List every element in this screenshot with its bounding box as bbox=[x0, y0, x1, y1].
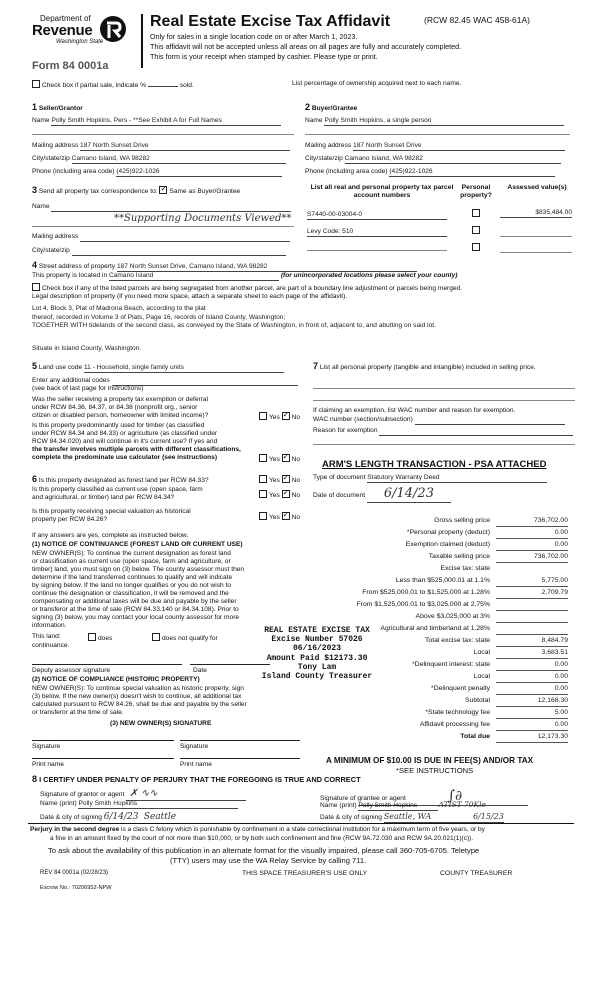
timber-q-line3: RCW 84.34.020) and will continue in it's current use? If yes and bbox=[32, 438, 218, 445]
buyer-city-field[interactable]: City/state/zip Camano Island, WA 98282 bbox=[305, 155, 561, 164]
land-use-line: 5 Land use code 11 - Household, single family units bbox=[32, 361, 284, 373]
notice-p4: determine if the land transferred continues to qualify and will indicate bbox=[32, 574, 233, 581]
grantee-signature[interactable]: Signature of grantee or agent ∫∂ bbox=[320, 788, 528, 806]
additional-codes[interactable]: Enter any additional codes bbox=[32, 377, 298, 386]
segregated-line: Check box if any of the listed parcels are being segregated from another parcel, are part of a boundary line adjustment or parcels being merged. bbox=[32, 283, 462, 293]
located-line: This property is located in Camano Island (for unincorporated locations please select your county) bbox=[32, 272, 458, 279]
receipt-line5: Tony Lam bbox=[297, 662, 337, 672]
assessed-col-header: Assessed value(s) bbox=[507, 184, 567, 191]
escrow-number: Escrow No.: 70206952-NPW bbox=[40, 885, 112, 891]
seller-name-field[interactable]: Name Polly Smith Hopkins, Pers - **See Exhibit A for Full Names bbox=[32, 117, 294, 126]
tax-row-label: *Personal property (deduct) bbox=[406, 529, 490, 536]
revenue-logo-icon bbox=[98, 14, 128, 44]
grantor-date-city[interactable]: Date & city of signing 6/14/23 Seattle bbox=[40, 812, 240, 824]
perjury-line2: a fine in an amount fixed by the court of not more than $10,000, or by both such confinement and fine (RCW 9A.72.030 and RCW 9A.20.021(1)(c)). bbox=[50, 835, 474, 842]
tax-row-value[interactable]: 0.00 bbox=[496, 661, 568, 671]
seller-phone-field[interactable]: Phone (including area code) (425)922-1026 bbox=[32, 168, 282, 177]
tax-row-value[interactable] bbox=[496, 625, 568, 635]
dept-line3: Washington State bbox=[56, 39, 104, 45]
exemption-reason[interactable]: Reason for exemption bbox=[313, 427, 573, 436]
personal-checkbox-1[interactable] bbox=[472, 209, 480, 217]
new-owner-signature-1[interactable]: Signature bbox=[32, 743, 61, 750]
tax-row-value[interactable] bbox=[496, 613, 568, 623]
forest-q1: 6 Is this property designated as forest land per RCW 84.33? bbox=[32, 474, 209, 484]
wac-number[interactable]: WAC number (section/subsection) bbox=[313, 416, 565, 425]
receipt-line2: Excise Number 57026 bbox=[271, 635, 363, 645]
grantor-name[interactable]: Name (print) Polly Smith Hopkins bbox=[40, 800, 238, 809]
tax-row-value[interactable]: 0.00 bbox=[496, 685, 568, 695]
form-rcw: (RCW 82.45 WAC 458-61A) bbox=[424, 15, 530, 25]
legal-desc-label: Legal description of property (if you need more space, attach a separate sheet to each page of the affidavit). bbox=[32, 293, 348, 300]
notice-p2: or classification as current use (open space, farm and agriculture, or bbox=[32, 558, 231, 565]
assessed-value[interactable]: $835,484.00 bbox=[500, 209, 572, 218]
segregated-checkbox[interactable] bbox=[32, 283, 40, 291]
tax-row-label: Exemption claimed (deduct) bbox=[405, 541, 490, 548]
grantor-signature[interactable]: Signature of grantor or agent ✗ ∿∿ bbox=[40, 788, 246, 801]
alt-format-line2: (TTY) users may use the WA Relay Service by calling 711. bbox=[170, 856, 367, 865]
tax-row-label: Gross selling price bbox=[434, 517, 490, 524]
historic-p3: calculated pursuant to RCW 84.26, shall be due and payable by the seller bbox=[32, 701, 247, 708]
street-address-line: 4 Street address of property 187 North Sunset Drive, Camano Island, WA 98282 bbox=[32, 260, 417, 272]
dept-line2: Revenue bbox=[32, 22, 93, 39]
buyer-phone-field[interactable]: Phone (including area code) (425)922-1026 bbox=[305, 168, 555, 177]
seller-city-field[interactable]: City/state/zip Camano Island, WA 98282 bbox=[32, 155, 286, 164]
tax-row-value bbox=[496, 565, 568, 574]
historic-q-line2: property per RCW 84.26? bbox=[32, 516, 108, 523]
exemption-claim-text: If claiming an exemption, list WAC number and reason for exemption. bbox=[313, 407, 516, 414]
this-land: This land: bbox=[32, 633, 61, 640]
partial-sale-label: Check box if partial sale, indicate % bbox=[42, 82, 147, 89]
receipt-line1: REAL ESTATE EXCISE TAX bbox=[264, 626, 370, 635]
county-treasurer: COUNTY TREASURER bbox=[440, 870, 513, 877]
doc-type[interactable]: Type of document Statutory Warranty Deed bbox=[313, 474, 547, 483]
corr-city-field[interactable]: City/state/zip bbox=[32, 247, 286, 256]
receipt-line3: 06/16/2023 bbox=[292, 644, 341, 654]
tax-row-label: *State technology fee bbox=[425, 709, 490, 716]
seller-mail-field[interactable]: Mailing address 187 North Sunset Drive bbox=[32, 142, 290, 151]
tax-row-label: From $525,000.01 to $1,525,000 at 1.28% bbox=[362, 589, 490, 596]
same-as-buyer-checkbox[interactable] bbox=[159, 186, 167, 194]
buyer-mail-field[interactable]: Mailing address 187 North Sunset Drive bbox=[305, 142, 565, 151]
current-use-yes-no[interactable]: Yes ✓ No bbox=[259, 490, 300, 500]
personal-property-text: 7 List all personal property (tangible and intangible) included in selling price. bbox=[313, 361, 536, 371]
deputy-date-label: Date bbox=[193, 667, 207, 674]
does-checkbox[interactable]: does bbox=[88, 633, 112, 643]
tax-row-label: *Delinquent penalty bbox=[431, 685, 490, 692]
new-owner-signature-heading: (3) NEW OWNER(S) SIGNATURE bbox=[110, 720, 212, 727]
forest-yes-no[interactable]: Yes ✓ No bbox=[259, 475, 300, 485]
historic-p4: or transferor at the time of sale. bbox=[32, 709, 124, 716]
tax-row-value[interactable]: 0.00 bbox=[496, 541, 568, 551]
header-line2: This affidavit will not be accepted unless all areas on all pages are fully and accurately completed. bbox=[150, 42, 462, 51]
notice-compliance: (2) NOTICE OF COMPLIANCE (HISTORIC PROPERTY) bbox=[32, 676, 200, 683]
exemption-q-line2: under RCW 84.36, 84.37, or 84.38 (nonprofit org., senior bbox=[32, 404, 198, 411]
timber-q-line1: Is this property predominantly used for timber (as classified bbox=[32, 422, 205, 429]
tax-row-value[interactable]: 12,173.30 bbox=[496, 733, 568, 743]
tax-row-label: Total due bbox=[460, 733, 490, 740]
notice-p5: by signing below. If the land no longer qualifies or you do not wish to bbox=[32, 582, 232, 589]
corr-name-field[interactable]: Name bbox=[32, 203, 291, 212]
continuance-label: continuance. bbox=[32, 642, 70, 649]
certify-heading: 8 I CERTIFY UNDER PENALTY OF PERJURY THAT THE FOREGOING IS TRUE AND CORRECT bbox=[32, 774, 361, 784]
correspondence-line: 3 Send all property tax correspondence to: ✓ Same as Buyer/Grantee bbox=[32, 185, 240, 196]
partial-sale bbox=[32, 80, 194, 90]
tax-row-value[interactable]: 5,775.00 bbox=[496, 577, 568, 587]
tax-row-value[interactable]: 8,484.79 bbox=[496, 637, 568, 647]
alt-format-line1: To ask about the availability of this publication in an alternate format for the visually impaired, please call 360-705-6705. Teletype bbox=[48, 846, 480, 855]
corr-mail-field[interactable]: Mailing address bbox=[32, 233, 290, 242]
tax-row-value[interactable] bbox=[496, 601, 568, 611]
tax-row-label: Total excise tax: state bbox=[425, 637, 490, 644]
new-owner-print-2[interactable]: Print name bbox=[180, 761, 212, 768]
header-line1: Only for sales in a single location code on or after March 1, 2023. bbox=[150, 32, 358, 41]
receipt-line6: Island County Treasurer bbox=[261, 671, 373, 681]
buyer-name-field[interactable]: Name Polly Smith Hopkins, a single person bbox=[305, 117, 564, 126]
personal-checkbox-3[interactable] bbox=[472, 243, 480, 251]
legal-desc-2: thereof, recorded in Volume 3 of Plats, Page 16, records of Island County, Washington; bbox=[32, 314, 286, 321]
timber-q-line5: complete the predominate use calculator (see instructions) bbox=[32, 454, 218, 461]
personal-checkbox-2[interactable] bbox=[472, 226, 480, 234]
if-any-yes: If any answers are yes, complete as instructed below. bbox=[32, 532, 189, 539]
ownership-note: List percentage of ownership acquired next to each name. bbox=[292, 80, 462, 87]
historic-yes-no[interactable]: Yes ✓ No bbox=[259, 512, 300, 522]
does-not-checkbox[interactable]: does not qualify for bbox=[152, 633, 218, 643]
historic-p2: (3) below. If the new owner(s) doesn't wish to continue, all additional tax bbox=[32, 693, 242, 700]
new-owner-signature-2[interactable]: Signature bbox=[180, 743, 209, 750]
partial-sold-label: sold. bbox=[179, 82, 194, 89]
doc-date[interactable]: Date of document 6/14/23 bbox=[313, 486, 451, 503]
notice-p10: information. bbox=[32, 622, 67, 629]
tax-row-label: Affidavit processing fee bbox=[419, 721, 490, 728]
personal-col-header: Personal property? bbox=[460, 184, 492, 200]
see-instructions: (see back of last page for instructions) bbox=[32, 385, 144, 392]
tax-computation-table bbox=[300, 517, 572, 745]
historic-p1: NEW OWNER(S): To continue special valuation as historic property, sign bbox=[32, 685, 244, 692]
tax-row-value[interactable]: 0.00 bbox=[496, 673, 568, 683]
perjury-line1: Perjury in the second degree is a class C felony which is punishable by confinement in a state correctional institution for a maximum term of five years, or by bbox=[30, 826, 485, 833]
exemption-q-line3: citizen or disabled person, homeowner with limited income)? bbox=[32, 412, 209, 419]
legal-desc-1: Lot 4, Block 3, Plat of Madrona Beach, according to the plat bbox=[32, 305, 206, 312]
exemption-q-line1: Was the seller receiving a property tax exemption or deferral bbox=[32, 396, 209, 403]
tax-row-label: Taxable selling price bbox=[428, 553, 490, 560]
rev-number: REV 84 0001a (02/28/23) bbox=[40, 870, 109, 876]
tax-row-label: Excise tax: state bbox=[440, 565, 490, 572]
tax-row-value[interactable]: 12,168.30 bbox=[496, 697, 568, 707]
grantee-name[interactable]: Name (print) Polly Smith Hopkins ATIST 70Kle bbox=[320, 800, 486, 809]
notice-p9: signing (3) below, you may contact your local county assessor for more bbox=[32, 614, 240, 621]
current-use-q-line1: Is this property classified as current use (open space, farm bbox=[32, 486, 203, 493]
timber-q-line4: the transfer involves multiple parcels with different classifications, bbox=[32, 446, 241, 453]
tax-row-value[interactable]: 736,702.00 bbox=[496, 517, 568, 527]
department-logo bbox=[32, 14, 130, 62]
parcel-number[interactable]: S7440-00-03004-0 bbox=[307, 211, 447, 220]
see-instructions-note: *SEE INSTRUCTIONS bbox=[396, 766, 474, 775]
tax-row-value[interactable]: 2,709.79 bbox=[496, 589, 568, 599]
tax-row-label: Above $3,025,000 at 3% bbox=[415, 613, 490, 620]
timber-yes-no[interactable]: Yes ✓ No bbox=[259, 454, 300, 464]
legal-desc-4: Situate in Island County, Washington. bbox=[32, 345, 142, 352]
legal-desc-3: TOGETHER WITH tidelands of the second class, as conveyed by the State of Washington, in front of, adjacent to, and abutting on said lot. bbox=[32, 322, 436, 329]
new-owner-print-1[interactable]: Print name bbox=[32, 761, 64, 768]
seller-heading: 1 Seller/Grantor bbox=[32, 102, 83, 112]
form-number: Form 84 0001a bbox=[32, 60, 109, 72]
tax-row-value[interactable]: 3,683.51 bbox=[496, 649, 568, 659]
grantee-date-city[interactable]: Date & city of signing Seattle, WA 6/15/23 bbox=[320, 812, 504, 821]
tax-row-label: Subtotal bbox=[465, 697, 490, 704]
treasurer-space: THIS SPACE TREASURER'S USE ONLY bbox=[242, 870, 368, 877]
supporting-docs-stamp: **Supporting Documents Viewed** bbox=[114, 213, 292, 224]
current-use-q-line2: and agricultural, or timber) land per RCW 84.34? bbox=[32, 494, 175, 501]
tax-row-label: Less than $525,000.01 at 1.1% bbox=[395, 577, 490, 584]
notice-p6: continue the designation or classification, it will be removed and the bbox=[32, 590, 229, 597]
parcel-col-header: List all real and personal property tax parcel account numbers bbox=[310, 184, 454, 200]
historic-q-line1: Is this property receiving special valuation as historical bbox=[32, 508, 191, 515]
receipt-line4: Amount Paid $12173.30 bbox=[266, 653, 368, 663]
partial-sale-checkbox[interactable] bbox=[32, 80, 40, 88]
notice-continuance: (1) NOTICE OF CONTINUANCE (FOREST LAND OR CURRENT USE) bbox=[32, 541, 243, 548]
tax-row-value[interactable]: 0.00 bbox=[496, 529, 568, 539]
tax-row-label: Local bbox=[473, 649, 490, 656]
tax-row-label: Local bbox=[473, 673, 490, 680]
notice-p8: or transferor at the time of sale (RCW 84.33.140 or 84.34.108). Prior to bbox=[32, 606, 239, 613]
levy-code[interactable]: Levy Code: 510 bbox=[307, 228, 447, 237]
notice-p3: timber) land, you must sign on (3) below. The county assessor must then bbox=[32, 566, 245, 573]
exemption-yes-no[interactable]: Yes ✓ No bbox=[259, 412, 300, 422]
notice-p7: compensating or additional taxes will be due and payable by the seller bbox=[32, 598, 237, 605]
timber-q-line2: under RCW 84.34 and 84.33) or agriculture (as classified under bbox=[32, 430, 218, 437]
tax-row-value[interactable]: 5.00 bbox=[496, 709, 568, 719]
tax-row-value[interactable]: 0.00 bbox=[496, 721, 568, 731]
tax-row-label: Agricultural and timberland at 1.28% bbox=[380, 625, 490, 632]
dept-line1: Department of bbox=[40, 14, 91, 23]
header-line3: This form is your receipt when stamped by cashier. Please type or print. bbox=[150, 52, 378, 61]
arms-length-note: ARM'S LENGTH TRANSACTION - PSA ATTACHED bbox=[322, 459, 547, 470]
buyer-heading: 2 Buyer/Grantee bbox=[305, 102, 358, 112]
form-title: Real Estate Excise Tax Affidavit bbox=[150, 13, 391, 30]
tax-row-label: *Delinquent interest: state bbox=[412, 661, 490, 668]
tax-row-label: From $1,525,000.01 to $3,025,000 at 2.75% bbox=[356, 601, 490, 608]
deputy-assessor-label: Deputy assessor signature bbox=[32, 667, 111, 674]
tax-row-value[interactable]: 736,702.00 bbox=[496, 553, 568, 563]
minimum-due-note: A MINIMUM OF $10.00 IS DUE IN FEE(S) AND/OR TAX bbox=[326, 756, 534, 765]
notice-p1: NEW OWNER(S): To continue the current designation as forest land bbox=[32, 550, 231, 557]
